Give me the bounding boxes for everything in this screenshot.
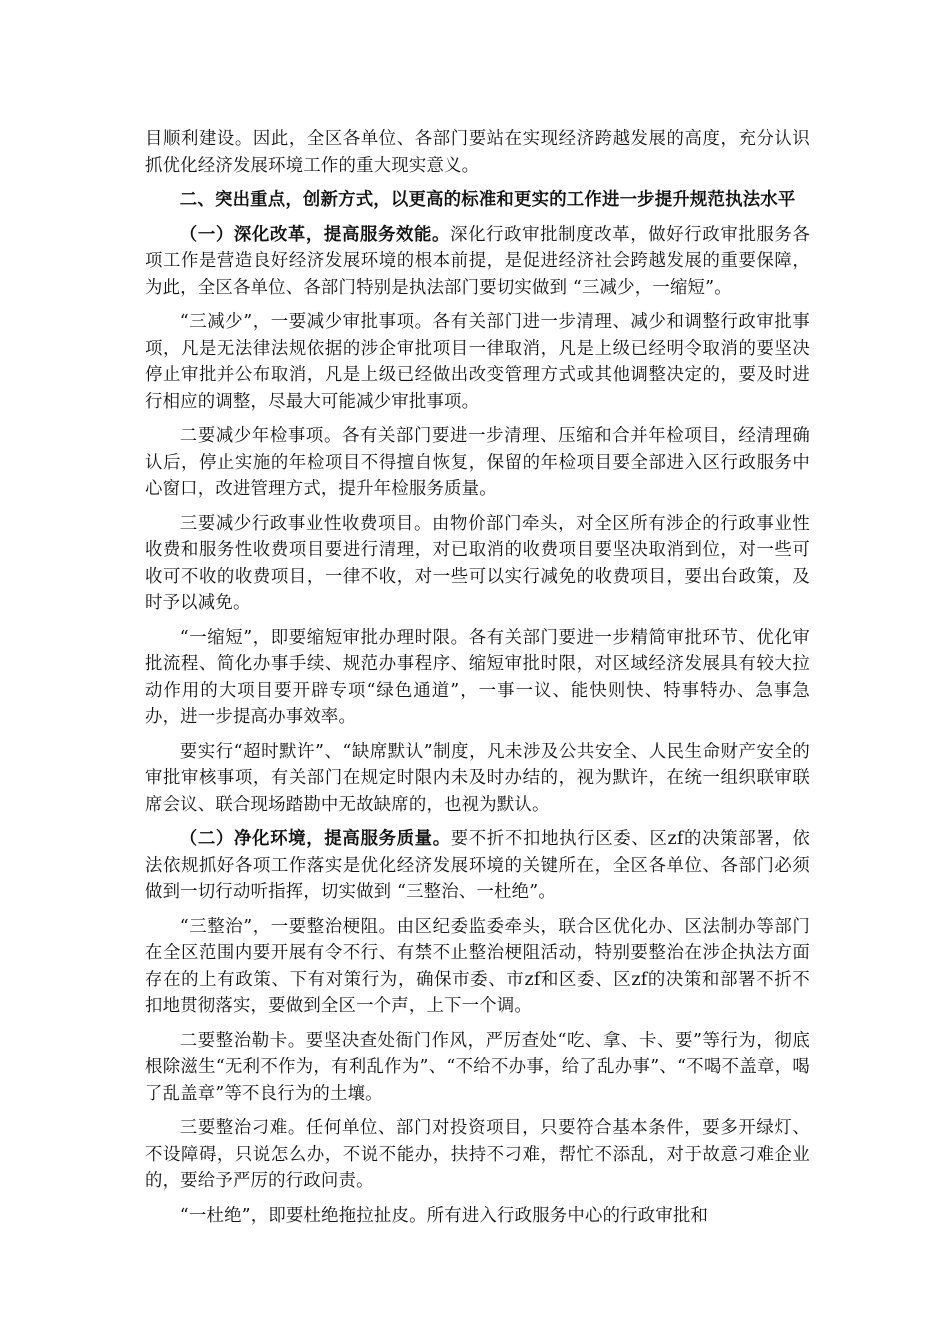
paragraph-text: 三要整治刁难。任何单位、部门对投资项目，只要符合基本条件，要多开绿灯、不设障碍，只说怎么办，不说不能办，扶持不刁难，帮忙不添乱，对于故意刁难企业的，要给予严厉的行政问责。 xyxy=(145,1118,810,1191)
body-paragraph xyxy=(145,1115,810,1195)
subsection-paragraph xyxy=(145,826,810,906)
paragraph-text: “一缩短”，即要缩短审批办理时限。各有关部门要进一步精简审批环节、优化审批流程、简化办事手续、规范办事程序、缩短审批时限，对区域经济发展具有较大拉动作用的大项目要开辟专项“绿色通道”，一事一议、能快则快、特事特办、急事急办，进一步提高办事效率。 xyxy=(145,627,810,727)
subsection-title: （一）深化改革，提高服务效能。 xyxy=(179,224,451,245)
paragraph-text: “三减少”，一要减少审批事项。各有关部门进一步清理、减少和调整行政审批事项，凡是无法律法规依据的涉企审批项目一律取消，凡是上级已经明令取消的要坚决停止审批并公布取消，凡是上级已经做出改变管理方式或其他调整决定的，要及时进行相应的调整，尽最大可能减少审批事项。 xyxy=(145,312,810,412)
body-paragraph xyxy=(145,1203,810,1230)
body-paragraph xyxy=(145,914,810,1020)
body-paragraph xyxy=(145,739,810,819)
paragraph-text: 深化行政审批制度改革，做好行政审批服务各项工作是营造良好经济发展环境的根本前提，是促进经济社会跨越发展的重要保障，为此，全区各单位、各部门特别是执法部门要切实做到 “三减少，一缩短”。 xyxy=(145,224,810,298)
body-paragraph xyxy=(145,1028,810,1108)
paragraph-text: 要实行“超时默许”、“缺席默认”制度，凡未涉及公共安全、人民生命财产安全的审批审核事项，有关部门在规定时限内未及时办结的，视为默许，在统一组织联审联席会议、联合现场踏勘中无故缺席的，也视为默认。 xyxy=(145,741,810,815)
body-paragraph xyxy=(145,511,810,617)
paragraph-text: 二要整治勒卡。要坚决查处衙门作风，严厉查处“吃、拿、卡、要”等行为，彻底根除滋生“无利不作为，有利乱作为”、“不给不办事，给了乱办事”、“不喝不盖章，喝了乱盖章”等不良行为的土壤。 xyxy=(145,1030,810,1104)
paragraph-text: 要不折不扣地执行区委、区zf的决策部署，依法依规抓好各项工作落实是优化经济发展环境的关键所在，全区各单位、各部门必须做到一切行动听指挥，切实做到 “三整治、一杜绝”。 xyxy=(145,829,810,902)
paragraph-text: 目顺利建设。因此，全区各单位、各部门要站在实现经济跨越发展的高度，充分认识抓优化经济发展环境工作的重大现实意义。 xyxy=(145,129,810,176)
document-body xyxy=(145,126,810,1237)
subsection-paragraph xyxy=(145,222,810,302)
paragraph-text: “三整治”，一要整治梗阻。由区纪委监委牵头，联合区优化办、区法制办等部门在全区范围内要开展有令不行、有禁不止整治梗阻活动，特别要整治在涉企执法方面存在的上有政策、下有对策行为，确保市委、市zf和区委、区zf的决策和部署不折不扣地贯彻落实，要做到全区一个声，上下一个调。 xyxy=(145,916,810,1016)
body-paragraph xyxy=(145,423,810,503)
body-paragraph xyxy=(145,625,810,731)
section-heading xyxy=(145,187,810,214)
paragraph-text: 三要减少行政事业性收费项目。由物价部门牵头，对全区所有涉企的行政事业性收费和服务性收费项目要进行清理，对已取消的收费项目要坚决取消到位，对一些可收可不收的收费项目，一律不收，对一些可以实行减免的收费项目，要出台政策，及时予以减免。 xyxy=(145,513,810,613)
paragraph-text: 二要减少年检事项。各有关部门要进一步清理、压缩和合并年检项目，经清理确认后，停止实施的年检项目不得擅自恢复，保留的年检项目要全部进入区行政服务中心窗口，改进管理方式，提升年检服务质量。 xyxy=(145,426,810,499)
body-paragraph xyxy=(145,309,810,415)
paragraph-continuation xyxy=(145,126,810,179)
paragraph-text: “一杜绝”，即要杜绝拖拉扯皮。所有进入行政服务中心的行政审批和 xyxy=(179,1205,709,1226)
subsection-title: （二）净化环境，提高服务质量。 xyxy=(179,829,451,849)
section-heading-text: 二、突出重点，创新方式，以更高的标准和更实的工作进一步提升规范执法水平 xyxy=(179,190,796,210)
